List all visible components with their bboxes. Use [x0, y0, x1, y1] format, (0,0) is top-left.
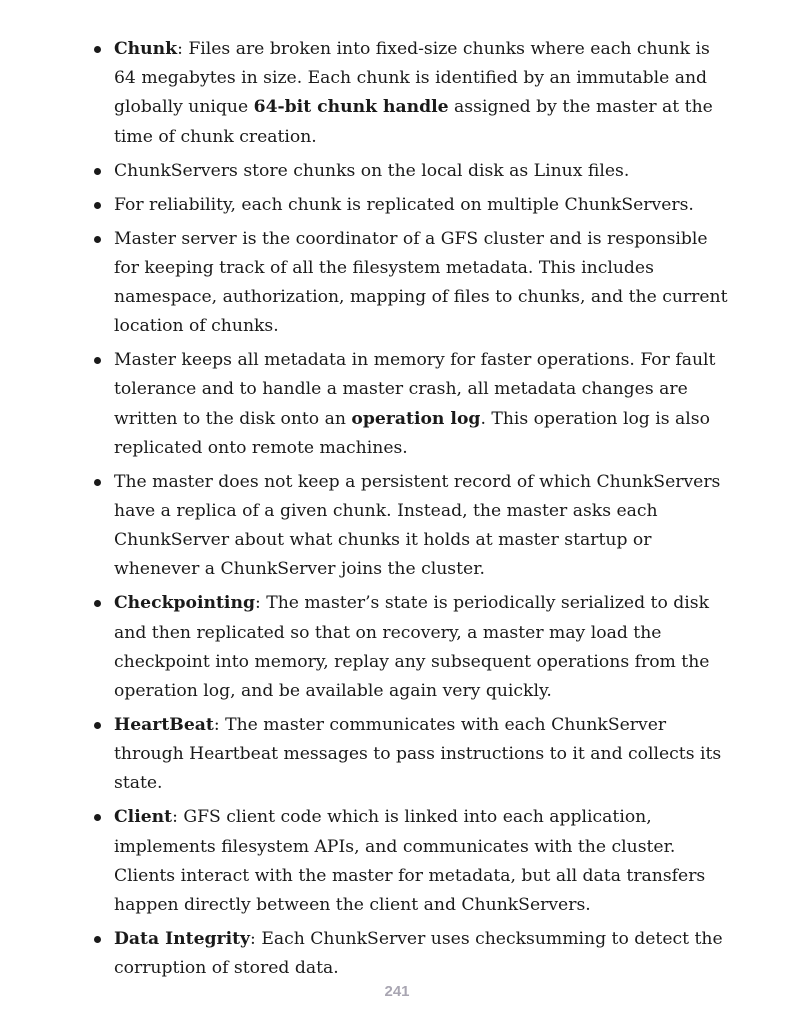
- term: Data Integrity: [114, 929, 251, 950]
- bullet-list: [90, 35, 730, 983]
- list-item: [90, 35, 730, 152]
- item-text: The master’s state is periodically serialized to disk and then replicated so that on recovery, a master may load the checkpoint into memory, replay any subsequent operations from the operation log, and be available again very quickly.: [114, 593, 710, 702]
- bullet-dot-icon: [94, 46, 101, 53]
- bullet-dot-icon: [94, 936, 101, 943]
- separator: :: [254, 593, 267, 614]
- item-text: For reliability, each chunk is replicated on multiple ChunkServers.: [114, 194, 694, 215]
- item-text: Master server is the coordinator of a GFS cluster and is responsible for keeping track of all the filesystem metadata. This includes namespace, authorization, mapping of files to chunks, and the current location of chunks.: [114, 228, 728, 337]
- list-item: [90, 157, 730, 186]
- separator: :: [213, 715, 226, 736]
- list-item: [90, 925, 730, 983]
- separator: :: [177, 39, 189, 59]
- bullet-dot-icon: [94, 479, 101, 486]
- list-item: [90, 468, 730, 585]
- emphasis: operation log: [351, 408, 481, 429]
- item-text: GFS client code which is linked into each application, implements filesystem APIs, and communicates with the cluster. Clients interact with the master for metadata, but all data transfers happen directly between the client and ChunkServers.: [114, 807, 706, 916]
- term: Client: [114, 807, 173, 828]
- bullet-dot-icon: [94, 722, 101, 729]
- list-item: [90, 803, 730, 920]
- separator: :: [172, 807, 184, 828]
- item-text: Master keeps all metadata in memory for faster operations. For fault tolerance and to handle a master crash, all metadata changes are written to the disk onto an: [114, 350, 716, 429]
- bullet-dot-icon: [94, 814, 101, 821]
- list-item: [90, 346, 730, 463]
- item-text: The master communicates with each ChunkServer through Heartbeat messages to pass instructions to it and collects its state.: [114, 715, 722, 794]
- item-text: Files are broken into fixed-size chunks where each chunk is 64 megabytes in size. Each chunk is identified by an immutable and globally unique: [114, 39, 710, 118]
- list-item: [90, 711, 730, 799]
- item-text: . This operation log is also replicated onto remote machines.: [114, 408, 710, 458]
- bullet-dot-icon: [94, 202, 101, 209]
- page-number: 241: [384, 983, 410, 1000]
- page-body: [90, 35, 730, 988]
- list-item: [90, 191, 730, 220]
- bullet-dot-icon: [94, 236, 101, 243]
- item-text: assigned by the master at the time of chunk creation.: [114, 97, 713, 147]
- list-item: [90, 225, 730, 342]
- emphasis: 64-bit chunk handle: [253, 97, 449, 118]
- term: HeartBeat: [114, 715, 214, 736]
- term: Chunk: [114, 39, 178, 59]
- bullet-dot-icon: [94, 168, 101, 175]
- item-text: The master does not keep a persistent record of which ChunkServers have a replica of a given chunk. Instead, the master asks each ChunkServer about what chunks it holds at master startup or whenever a ChunkServer joins the cluster.: [114, 471, 721, 580]
- separator: :: [250, 929, 262, 950]
- item-text: ChunkServers store chunks on the local disk as Linux files.: [114, 160, 630, 181]
- bullet-dot-icon: [94, 600, 101, 607]
- term: Checkpointing: [114, 593, 255, 614]
- bullet-dot-icon: [94, 357, 101, 364]
- list-item: [90, 589, 730, 706]
- item-text: Each ChunkServer uses checksumming to detect the corruption of stored data.: [114, 929, 723, 979]
